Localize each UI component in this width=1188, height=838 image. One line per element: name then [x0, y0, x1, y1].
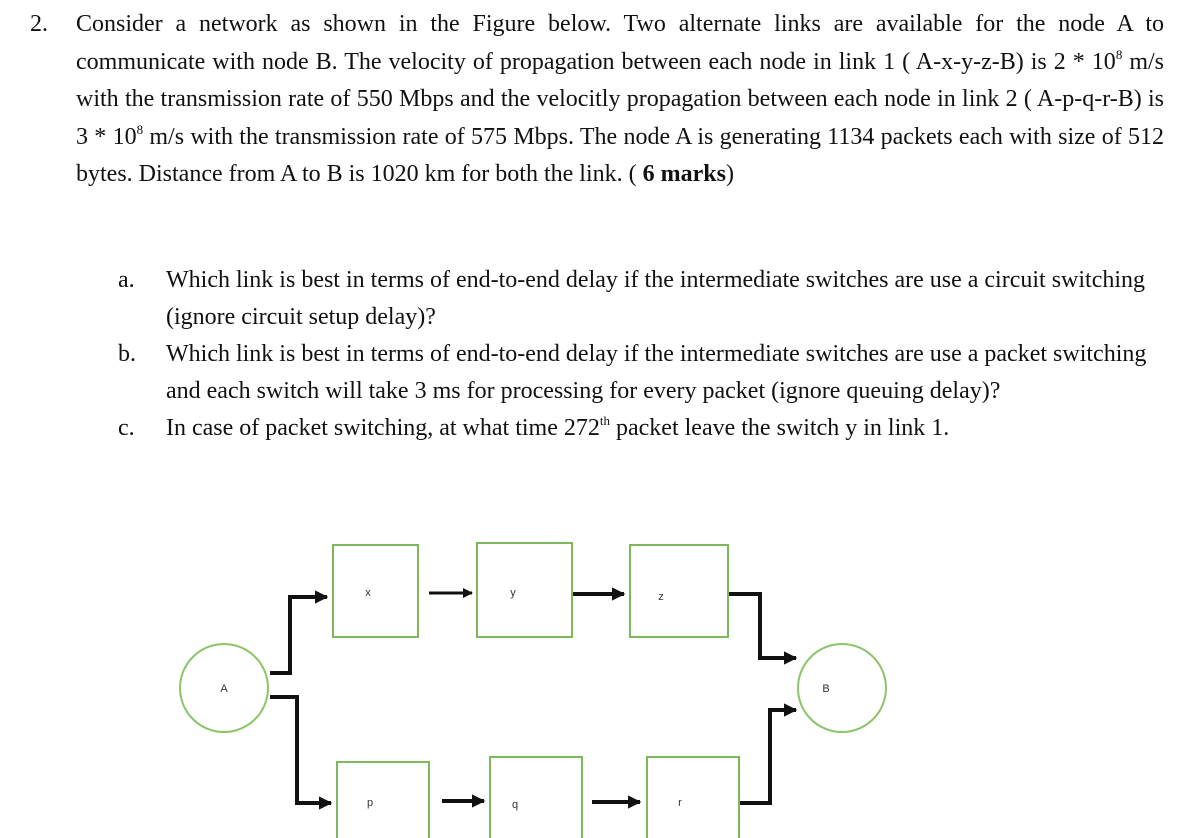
subquestion-letter: c.: [118, 415, 135, 441]
switch-y-box: [477, 543, 572, 637]
arrow-r-to-b: [740, 710, 796, 803]
subquestion-letter: b.: [118, 341, 136, 367]
switch-p-label: p: [366, 797, 374, 809]
question-close: ): [725, 161, 734, 188]
node-b-label: B: [822, 683, 830, 695]
arrow-a-to-p: [270, 697, 331, 803]
switch-x-label: x: [365, 587, 371, 599]
question-intro: Consider a network as shown in the Figure below. Two alternate links are available for the node A to communicate with node B. The velocity of propagation between each node in link 1 ( A-x-y-z-B) is 2 * 10: [76, 11, 1164, 75]
subquestion-text-before: In case of packet switching, at what time 272: [166, 415, 600, 441]
exponent-2: 8: [136, 121, 144, 137]
exponent-1: 8: [1115, 46, 1123, 62]
switch-q-box: [490, 757, 582, 838]
switch-r-box: [647, 757, 739, 838]
ordinal-suffix: th: [599, 413, 610, 428]
question-number: 2.: [30, 11, 48, 37]
subquestion-text-after: packet leave the switch y in link 1.: [610, 415, 950, 441]
subquestion-text: Which link is best in terms of end-to-end delay if the intermediate switches are use a circuit switching (ignore circuit setup delay)?: [166, 267, 1146, 330]
marks-label: 6 marks: [642, 161, 726, 188]
arrow-z-to-b: [729, 594, 796, 658]
switch-r-label: r: [678, 797, 682, 809]
subquestion-letter: a.: [118, 267, 135, 293]
switch-p-box: [337, 762, 429, 838]
node-b-circle: [798, 644, 886, 732]
node-a-label: A: [220, 683, 228, 695]
arrow-a-to-x: [270, 597, 327, 673]
switch-x-box: [333, 545, 418, 637]
switch-y-label: y: [510, 587, 516, 599]
question-middle-2: m/s with the transmission rate of 575 Mbps. The node A is generating 1134 packets each with size of 512 bytes. Distance from A to B is 1020 km for both the link. (: [76, 123, 1164, 188]
switch-q-label: q: [511, 799, 519, 811]
switch-z-box: [630, 545, 728, 637]
switch-z-label: z: [658, 591, 664, 603]
subquestion-text: Which link is best in terms of end-to-end delay if the intermediate switches are use a packet switching and each switch will take 3 ms for processing for every packet (ignore queuing delay)?: [166, 341, 1147, 404]
question-middle-1: m/s with the transmission rate of 550 Mbps and the velocitly propagation between each node in link 2 ( A-p-q-r-B) is 3 * 10: [76, 48, 1164, 150]
